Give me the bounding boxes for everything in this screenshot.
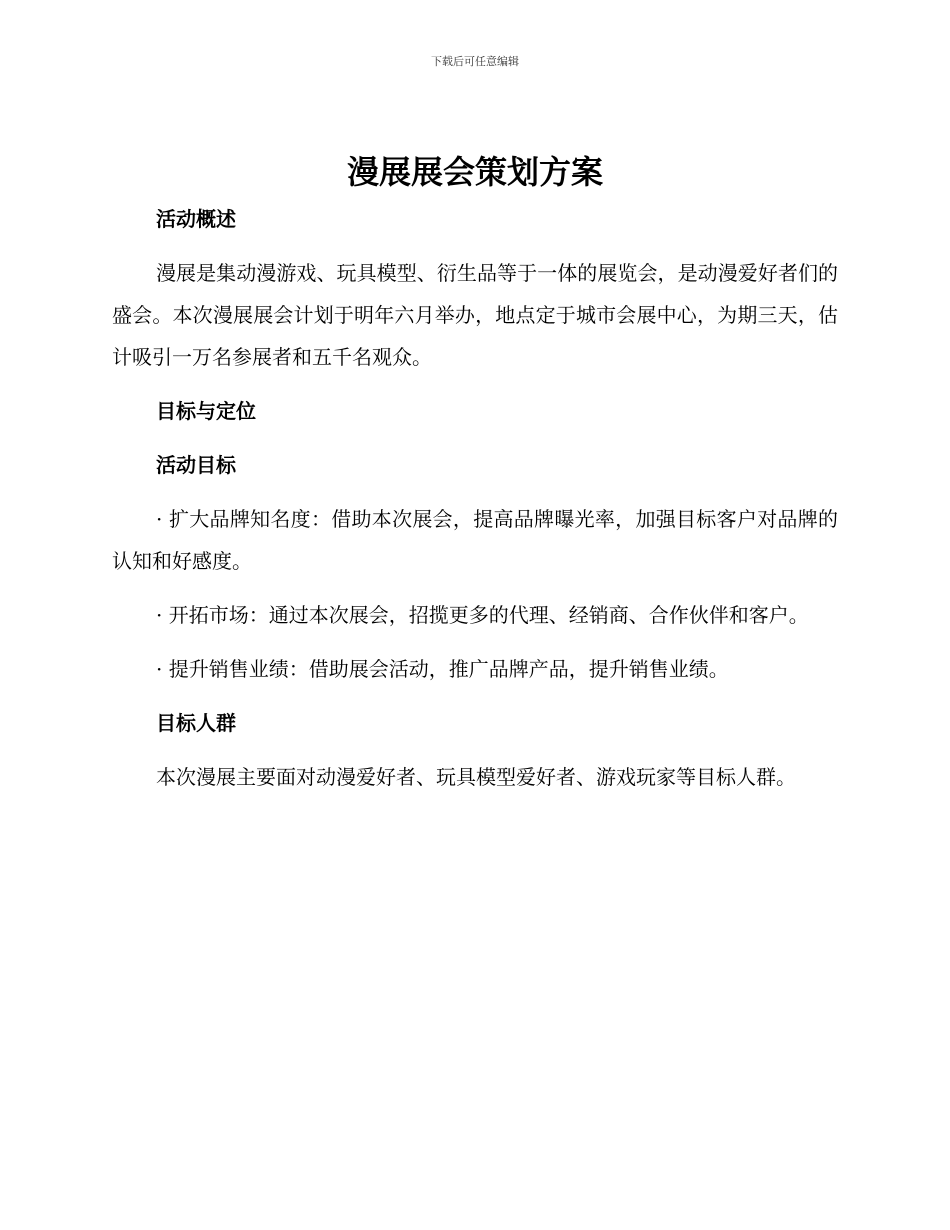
paragraph-target-audience: 本次漫展主要面对动漫爱好者、玩具模型爱好者、游戏玩家等目标人群。 xyxy=(156,765,796,789)
spacer xyxy=(112,582,838,594)
spacer xyxy=(112,486,838,498)
goal-item-market-expansion: · 开拓市场：通过本次展会，招揽更多的代理、经销商、合作伙伴和客户。 xyxy=(156,603,809,627)
heading-overview: 活动概述 xyxy=(156,207,236,231)
heading-target-audience: 目标人群 xyxy=(156,711,236,735)
document-body xyxy=(112,198,838,798)
spacer xyxy=(112,240,838,252)
heading-activity-goals: 活动目标 xyxy=(156,453,236,477)
page-header-note: 下载后可任意编辑 xyxy=(431,55,519,68)
spacer xyxy=(112,744,838,756)
paragraph-overview: 漫展是集动漫游戏、玩具模型、衍生品等于一体的展览会，是动漫爱好者们的盛会。本次漫展展会计划于明年六月举办，地点定于城市会展中心，为期三天，估计吸引一万名参展者和五千名观众。 xyxy=(112,261,838,369)
document-title: 漫展展会策划方案 xyxy=(346,153,603,191)
heading-goals-positioning: 目标与定位 xyxy=(156,399,256,423)
spacer xyxy=(112,378,838,390)
goal-item-sales-growth: · 提升销售业绩：借助展会活动，推广品牌产品，提升销售业绩。 xyxy=(156,657,729,681)
spacer xyxy=(112,432,838,444)
goal-item-brand-awareness: · 扩大品牌知名度：借助本次展会，提高品牌曝光率，加强目标客户对品牌的认知和好感度。 xyxy=(112,507,838,573)
spacer xyxy=(112,690,838,702)
spacer xyxy=(112,636,838,648)
